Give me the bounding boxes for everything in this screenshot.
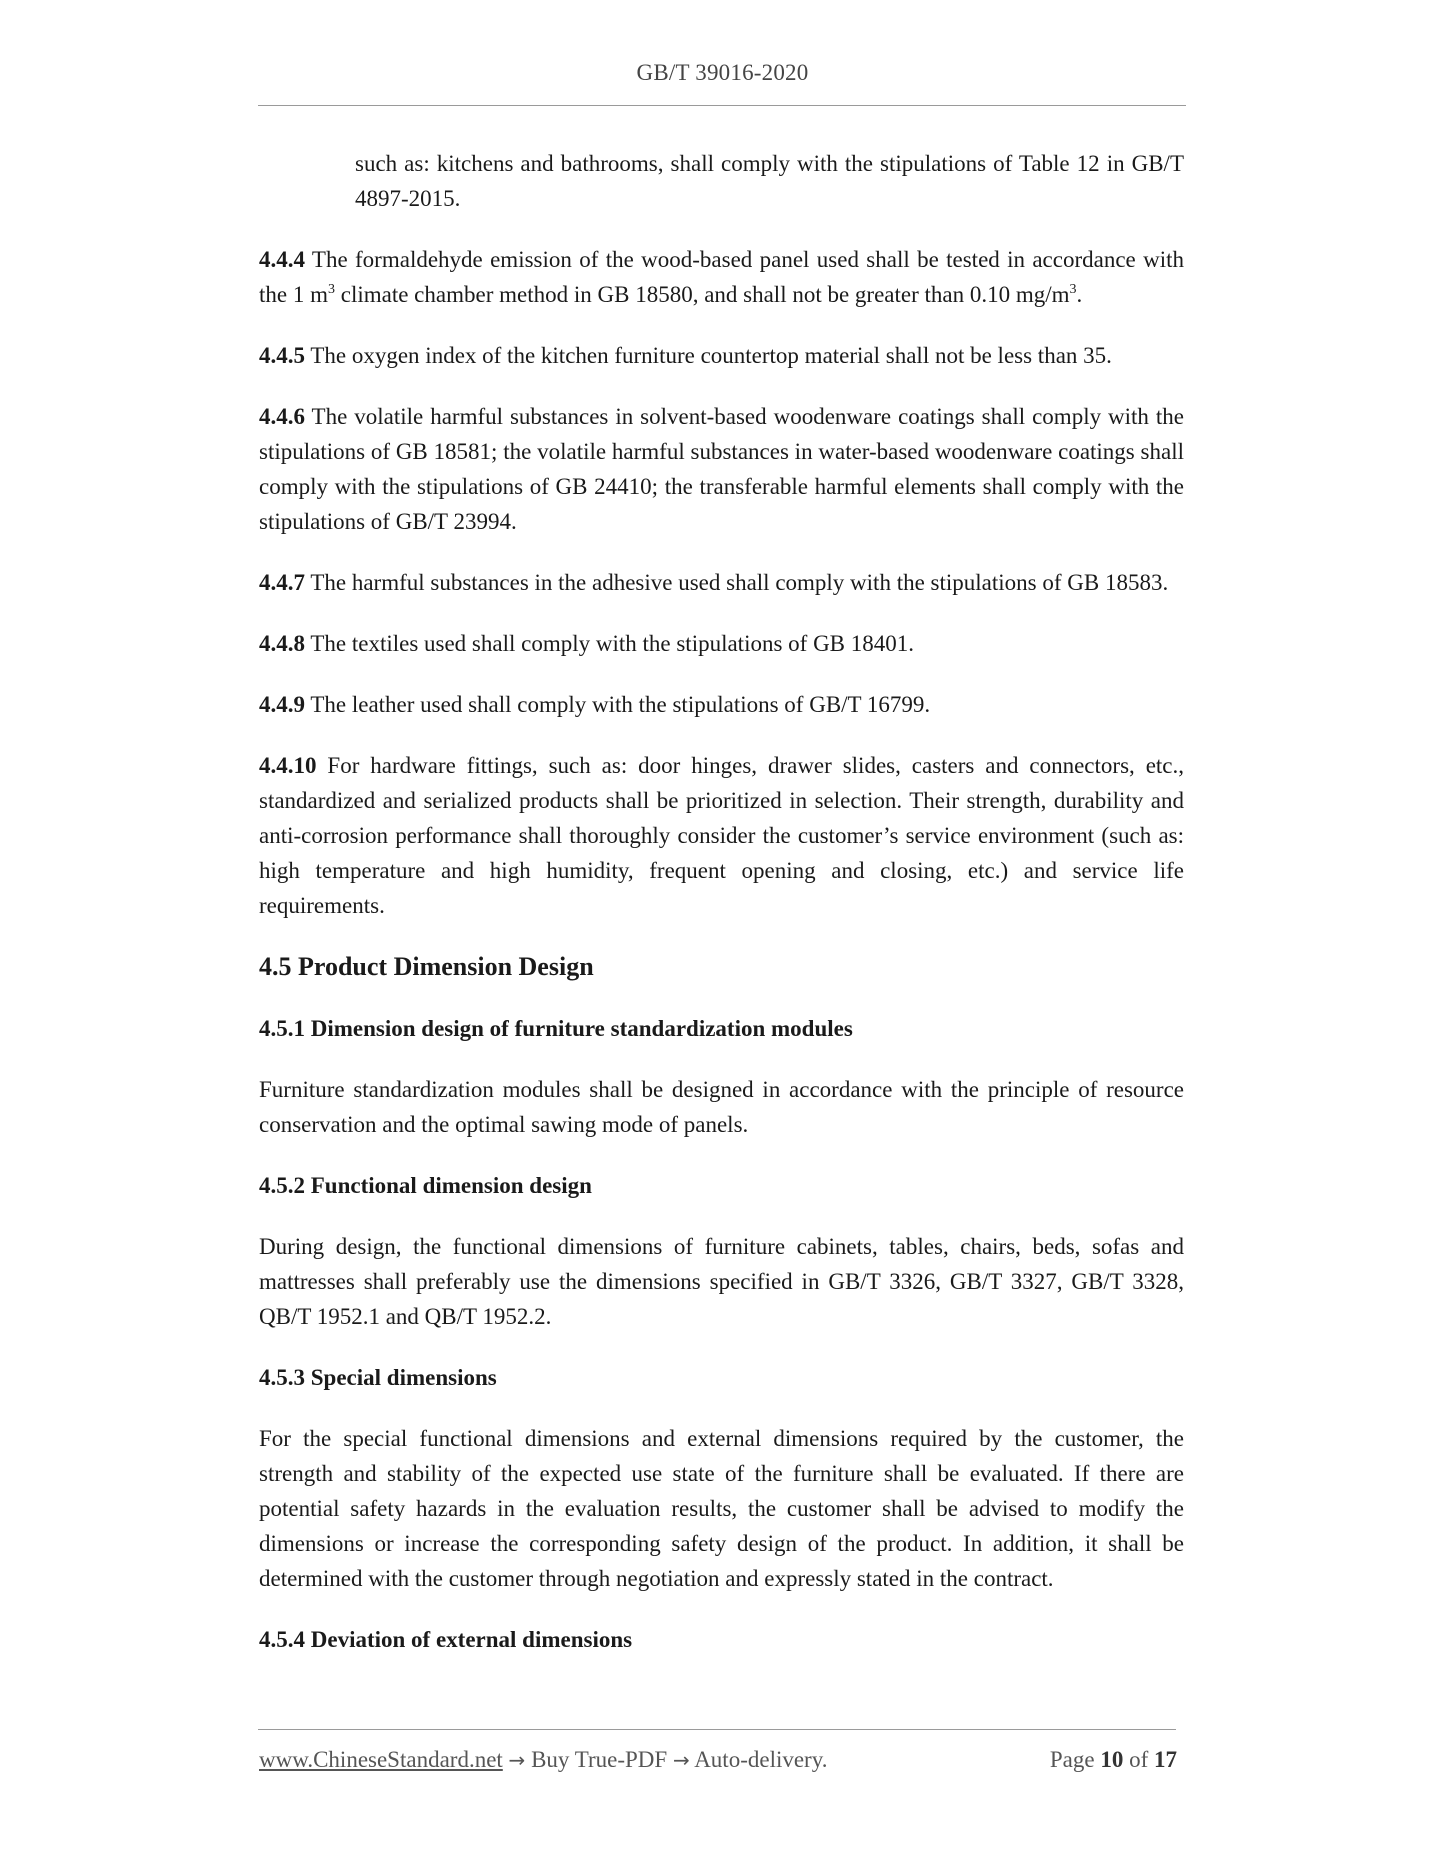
- subsection-text-4-5-3: For the special functional dimensions and external dimensions required by the customer, the strength and stability of the expected use state of the furniture shall be evaluated. If there are potential safety hazards in the evaluation results, the customer shall be advised to modify the dimensions or increase the corresponding safety design of the product. In addition, it shall be determined with the customer through negotiation and expressly stated in the contract.: [259, 1426, 1184, 1591]
- document-number-header: GB/T 39016-2020: [636, 60, 809, 85]
- superscript: 3: [1069, 282, 1077, 297]
- clause-4-4-5: [259, 338, 1184, 373]
- superscript: 3: [328, 282, 335, 297]
- page-content: [259, 146, 1184, 1657]
- clause-number: 4.4.10: [259, 753, 317, 778]
- subsection-text-4-5-1: Furniture standardization modules shall be designed in accordance with the principle of resource conservation and the optimal sawing mode of panels.: [259, 1077, 1184, 1137]
- current-page-number: 10: [1100, 1747, 1124, 1772]
- clause-text: The textiles used shall comply with the stipulations of GB 18401.: [305, 631, 915, 656]
- clause-number: 4.4.6: [259, 404, 305, 429]
- clause-text: .: [1076, 282, 1083, 307]
- clause-text: The oxygen index of the kitchen furniture countertop material shall not be less than 35.: [305, 343, 1112, 368]
- subsection-heading-4-5-3: 4.5.3 Special dimensions: [259, 1365, 497, 1390]
- page-footer: [259, 1747, 1177, 1781]
- subsection-heading-4-5-4: 4.5.4 Deviation of external dimensions: [259, 1627, 633, 1652]
- clause-text: climate chamber method in GB 18580, and shall not be greater than 0.10 mg/m: [335, 282, 1070, 307]
- clause-4-4-4: [259, 242, 1184, 312]
- clause-4-4-8: [259, 626, 1184, 661]
- total-page-count: 17: [1154, 1747, 1177, 1772]
- subsection-heading-4-5-1: 4.5.1 Dimension design of furniture standardization modules: [259, 1016, 853, 1041]
- website-link[interactable]: www.ChineseStandard.net: [259, 1747, 503, 1772]
- clause-4-4-10: [259, 748, 1184, 923]
- clause-4-4-9: [259, 687, 1184, 722]
- clause-number: 4.4.4: [259, 247, 305, 272]
- continued-paragraph: such as: kitchens and bathrooms, shall comply with the stipulations of Table 12 in GB/T 4897-2015.: [355, 151, 1184, 211]
- clause-number: 4.4.8: [259, 631, 305, 656]
- header-divider: [258, 105, 1186, 106]
- footer-divider: [258, 1729, 1176, 1730]
- auto-delivery-text: Auto-delivery.: [689, 1747, 828, 1772]
- page-indicator: [1050, 1747, 1177, 1773]
- clause-4-4-6: [259, 399, 1184, 539]
- footer-promo: [259, 1747, 827, 1773]
- buy-pdf-text: Buy True-PDF: [525, 1747, 673, 1772]
- of-label: of: [1123, 1747, 1154, 1772]
- clause-text: The leather used shall comply with the stipulations of GB/T 16799.: [305, 692, 931, 717]
- section-heading-4-5: 4.5 Product Dimension Design: [259, 952, 594, 981]
- clause-number: 4.4.7: [259, 570, 305, 595]
- clause-text: The formaldehyde emission of the wood-based panel used shall be tested in accordance with the 1 m: [259, 247, 1184, 307]
- clause-4-4-7: [259, 565, 1184, 600]
- clause-text: The volatile harmful substances in solvent-based woodenware coatings shall comply with the stipulations of GB 18581; the volatile harmful substances in water-based woodenware coatings shall comply with the stipulations of GB 24410; the transferable harmful elements shall comply with the stipulations of GB/T 23994.: [259, 404, 1184, 534]
- subsection-heading-4-5-2: 4.5.2 Functional dimension design: [259, 1173, 592, 1198]
- page-label: Page: [1049, 1747, 1101, 1772]
- clause-text: For hardware fittings, such as: door hinges, drawer slides, casters and connectors, etc., standardized and serialized products shall be prioritized in selection. Their strength, durability and anti-corrosion performance shall thoroughly consider the customer’s service environment (such as: high temperature and high humidity, frequent opening and closing, etc.) and service life requirements.: [259, 753, 1184, 918]
- arrow-right-icon: →: [672, 1748, 690, 1772]
- clause-number: 4.4.9: [259, 692, 305, 717]
- clause-text: The harmful substances in the adhesive used shall comply with the stipulations of GB 18583.: [305, 570, 1169, 595]
- arrow-right-icon: →: [508, 1748, 526, 1772]
- clause-number: 4.4.5: [259, 343, 305, 368]
- subsection-text-4-5-2: During design, the functional dimensions of furniture cabinets, tables, chairs, beds, sofas and mattresses shall preferably use the dimensions specified in GB/T 3326, GB/T 3327, GB/T 3328, QB/T 1952.1 and QB/T 1952.2.: [259, 1234, 1184, 1329]
